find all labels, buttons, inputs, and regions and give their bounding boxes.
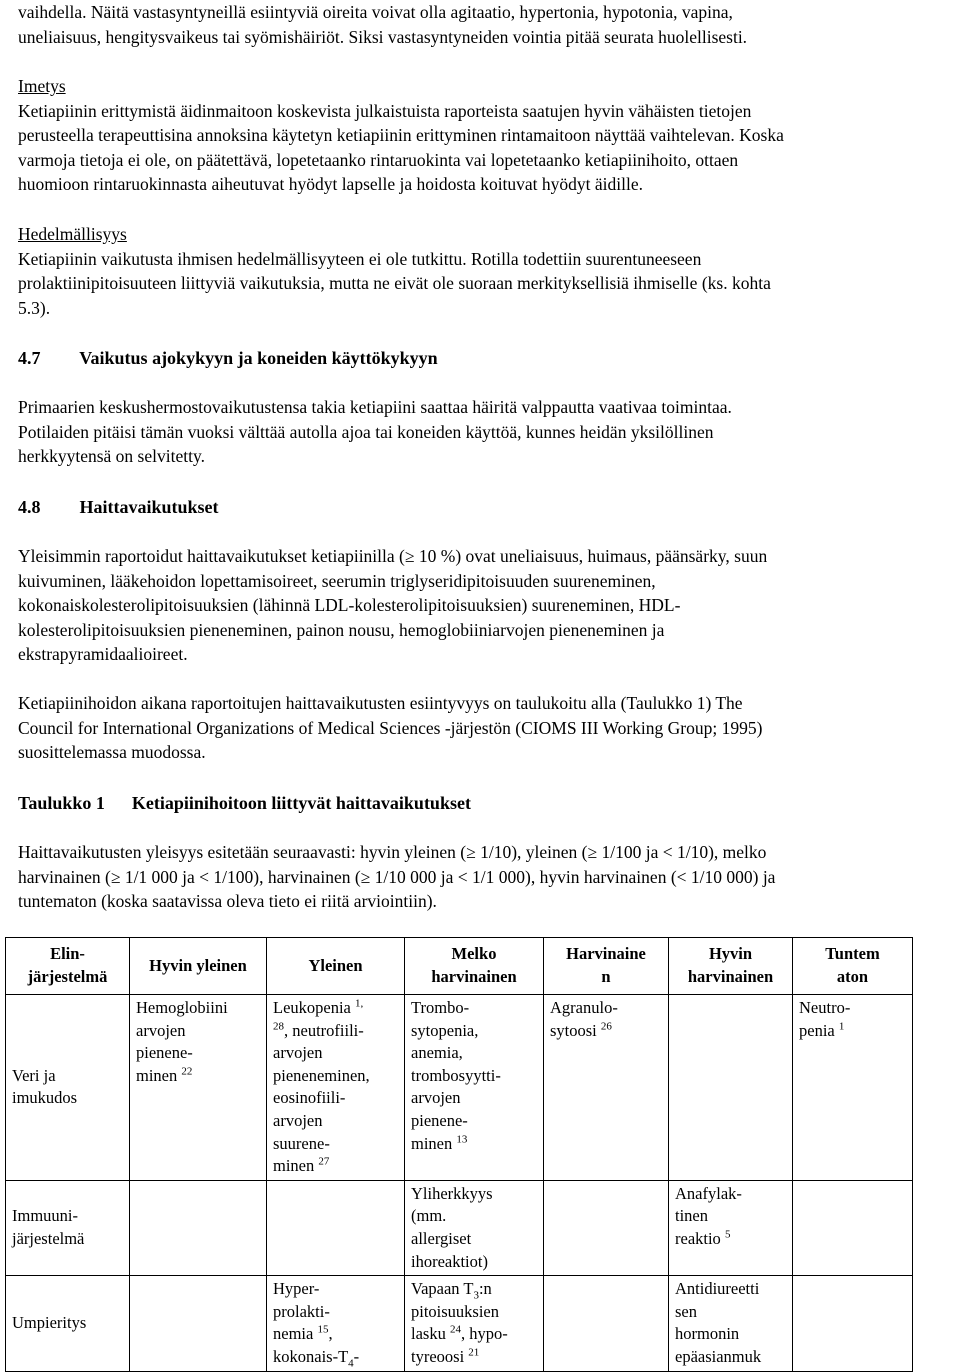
text-fragment: 1/100 ja < 1/10), melko	[601, 842, 767, 862]
section-number: 4.8	[18, 497, 41, 517]
hedelmallisyys-heading: Hedelmällisyys	[18, 224, 127, 244]
footnote-ref: 1,	[355, 997, 364, 1010]
cell-text: sytopenia,	[411, 1020, 479, 1040]
cell-text: Trombo-	[411, 998, 470, 1017]
table-header-row	[6, 938, 913, 995]
cell-text	[411, 1278, 537, 1301]
text-line: prolaktiinipitoisuuteen liittyviä vaikutuksia, mutta ne eivät ole suoraan merkityksellisiä ihmiselle (ks. kohta	[18, 273, 771, 294]
header-cell	[267, 938, 405, 995]
text-fragment: 10 %) ovat uneliaisuus, huimaus, päänsärky, suun	[418, 546, 768, 566]
text-fragment: 1/1 000 ja < 1/100), harvinainen (	[124, 866, 361, 887]
table-cell	[544, 1180, 669, 1275]
footnote-ref: 26	[600, 1020, 612, 1033]
frequency-paragraph	[18, 840, 942, 914]
footnote-ref: 5	[724, 1228, 731, 1241]
footnote-ref: 15	[317, 1323, 329, 1336]
text-line: 5.3).	[18, 297, 51, 318]
text-fragment: Yleisimmin raportoidut haittavaikutukset ketiapiinilla (	[18, 546, 405, 566]
cell-text: Harvinaine	[566, 944, 646, 964]
cell-text: Hyvin yleinen	[149, 955, 247, 975]
text-fragment: 1/10 000 ja < 1/1 000), hyvin harvinainen (< 1/10 000) ja	[374, 866, 776, 887]
cell-text: pienene-	[136, 1043, 193, 1063]
greater-equal-symbol: ≥	[404, 546, 415, 566]
adverse-effects-table	[5, 937, 913, 1372]
cell-text: Hyvin	[708, 944, 753, 964]
cell-text: Umpieritys	[12, 1313, 87, 1333]
footnote-ref: 13	[456, 1133, 468, 1146]
section-4-8-paragraph-1	[18, 544, 942, 667]
table-cell	[793, 995, 913, 1181]
cell-text: Antidiureetti	[675, 1279, 760, 1299]
text-fragment: -	[353, 1346, 360, 1366]
text-fragment: kokonais-T	[273, 1346, 349, 1366]
text-fragment: minen	[136, 1065, 178, 1085]
greater-equal-symbol: ≥	[466, 842, 476, 862]
cell-text: Neutro-	[799, 998, 851, 1017]
section-title: Vaikutus ajokykyyn ja koneiden käyttökykyyn	[79, 348, 438, 368]
table-cell	[793, 1276, 913, 1372]
hedelmallisyys-section	[18, 222, 942, 320]
table-cell	[405, 1276, 544, 1372]
section-4-8-paragraph-2	[18, 691, 942, 765]
cell-text: anemia,	[411, 1043, 463, 1063]
greater-equal-symbol: ≥	[360, 866, 371, 887]
table-cell	[130, 1276, 267, 1372]
text-line: Potilaiden pitäisi tämän vuoksi välttää autolla ajoa tai koneiden käyttöä, kunnes heidän yksilöllinen	[18, 421, 714, 442]
text-line: Ketiapiinihoidon aikana raportoitujen haittavaikutusten esiintyvyys on taulukoitu alla (Taulukko 1) The	[18, 693, 743, 713]
cell-text: trombosyytti-	[411, 1065, 501, 1085]
cell-text	[273, 1155, 398, 1178]
table-title: Ketiapiinihoitoon liittyvät haittavaikutukset	[131, 793, 471, 813]
cell-text: Tuntem	[825, 944, 880, 964]
text-line: perusteella terapeuttisina annoksina käytetyn ketiapiinin erittyminen rintamaitoon näyttää vaihtelevan. Koska	[18, 125, 784, 146]
cell-text: Anafylak-	[675, 1183, 742, 1203]
cell-text	[273, 997, 398, 1020]
table-label: Taulukko 1	[18, 793, 105, 813]
cell-text: tinen	[675, 1206, 708, 1226]
text-fragment: sytoosi	[550, 1020, 597, 1040]
cell-text: Yliherkkyys	[411, 1183, 493, 1203]
table-cell	[130, 995, 267, 1181]
cell-text: harvinainen	[687, 967, 774, 986]
cell-text: eosinofiili-	[273, 1088, 346, 1108]
text-fragment: tyreoosi	[411, 1346, 465, 1366]
section-number: 4.7	[18, 348, 41, 368]
cell-text: suurene-	[273, 1133, 330, 1153]
table-cell	[544, 995, 669, 1181]
text-fragment: reaktio	[675, 1228, 721, 1248]
cell-text: hormonin	[675, 1324, 740, 1344]
table-cell	[544, 1276, 669, 1372]
text-fragment: ,	[328, 1324, 333, 1344]
footnote-ref: 21	[468, 1346, 480, 1359]
header-cell	[669, 938, 793, 995]
table-cell	[405, 1180, 544, 1275]
table-cell	[267, 1180, 405, 1275]
cell-text: Yleinen	[308, 955, 363, 975]
cell-text: Elin-	[50, 944, 85, 964]
header-cell	[130, 938, 267, 995]
cell-text	[799, 1020, 906, 1043]
table-cell	[405, 995, 544, 1181]
cell-text: pitoisuuksien	[411, 1301, 500, 1321]
subscript: 3	[473, 1289, 479, 1302]
cell-text: arvojen	[411, 1088, 461, 1108]
text-line	[18, 865, 942, 890]
text-line: Ketiapiinin erittymistä äidinmaitoon koskevista julkaistuista raporteista saatujen hyvin vähäisten tietojen	[18, 100, 752, 121]
footnote-ref: 22	[181, 1065, 193, 1078]
text-line	[18, 544, 942, 569]
text-fragment: nemia	[273, 1324, 314, 1344]
imetys-heading: Imetys	[18, 76, 66, 96]
subscript: 4	[348, 1357, 354, 1370]
text-fragment: minen	[273, 1156, 315, 1176]
footnote-ref: 24	[449, 1323, 461, 1336]
text-line: ekstrapyramidaalioireet.	[18, 644, 188, 665]
table-cell	[669, 995, 793, 1181]
table-row	[6, 1276, 913, 1372]
text-line: Council for International Organizations of Medical Sciences -järjestön (CIOMS III Working Group; 1995)	[18, 717, 763, 738]
text-line: herkkyytensä on selvitetty.	[18, 446, 205, 467]
table-cell	[267, 1276, 405, 1372]
text-fragment: harvinainen (	[18, 866, 111, 887]
cell-text: Melko	[451, 944, 497, 964]
cell-text: Immuuni-	[12, 1206, 78, 1226]
cell-text: ihoreaktiot)	[411, 1251, 488, 1271]
cell-text: epäasianmuk	[675, 1346, 762, 1366]
header-cell	[544, 938, 669, 995]
cell-text: Agranulo-	[550, 998, 618, 1017]
cell-text: imukudos	[12, 1088, 78, 1108]
text-fragment: minen	[411, 1133, 453, 1153]
organ-system-cell	[6, 1180, 130, 1275]
cell-text: Veri ja	[12, 1065, 56, 1085]
header-cell	[793, 938, 913, 995]
cell-text: arvojen	[136, 1020, 186, 1040]
organ-system-cell	[6, 995, 130, 1181]
cell-text: arvojen	[273, 1110, 323, 1130]
organ-system-cell	[6, 1276, 130, 1372]
footnote-ref: 27	[318, 1155, 330, 1168]
text-fragment: penia	[799, 1020, 835, 1040]
cell-text: n	[601, 967, 611, 986]
text-fragment: Haittavaikutusten yleisyys esitetään seuraavasti: hyvin yleinen (	[18, 842, 467, 862]
footnote-ref: 28	[273, 1020, 284, 1033]
text-fragment: Leukopenia	[273, 998, 351, 1017]
table-cell	[267, 995, 405, 1181]
cell-text	[550, 1020, 662, 1043]
header-cell	[6, 938, 130, 995]
text-line: kolesterolipitoisuuksien pieneneminen, painon nousu, hemoglobiiniarvojen pieneneminen ja	[18, 619, 665, 640]
text-line: suosittelemassa muodossa.	[18, 742, 206, 763]
cell-text: järjestelmä	[27, 967, 108, 986]
cell-text: aton	[836, 967, 869, 986]
cell-text	[273, 1323, 398, 1346]
footnote-ref: 1	[838, 1020, 845, 1033]
text-line	[18, 840, 942, 865]
cell-text	[273, 1346, 398, 1369]
table-row	[6, 995, 913, 1181]
text-line: kuivuminen, lääkehoidon lopettamisoireet, seerumin triglyseridipitoisuuden suureneminen,	[18, 570, 656, 591]
cell-text: Hyper-	[273, 1279, 320, 1299]
header-cell	[405, 938, 544, 995]
text-line: Primaarien keskushermostovaikutustensa takia ketiapiini saattaa häiritä valppautta vaativaa toimintaa.	[18, 397, 732, 417]
text-line: Ketiapiinin vaikutusta ihmisen hedelmällisyyteen ei ole tutkittu. Rotilla todettiin suurentuneeseen	[18, 248, 702, 269]
table-caption	[18, 791, 471, 816]
text-fragment: :n	[478, 1279, 492, 1299]
text-line: kokonaiskolesterolipitoisuuksien (lähinnä LDL-kolesterolipitoisuuksien) suureneminen, HDL-	[18, 595, 681, 616]
table-row	[6, 1180, 913, 1275]
cell-text: harvinainen	[431, 967, 517, 986]
cell-text: arvojen	[273, 1043, 323, 1063]
table-cell	[793, 1180, 913, 1275]
cell-text: Hemoglobiini	[136, 998, 228, 1017]
text-line: huomioon rintaruokinnasta aiheutuvat hyödyt lapselle ja hoidosta koituvat hyödyt äidille.	[18, 174, 644, 195]
cell-text	[136, 1065, 260, 1088]
text-line: varmoja tietoja ei ole, on päätettävä, lopetetaanko rintaruokinta vai lopetetaanko ketiapiinihoito, ottaen	[18, 149, 739, 170]
text-line: tuntematon (koska saatavissa oleva tieto ei riitä arviointiin).	[18, 891, 437, 912]
cell-text: järjestelmä	[12, 1228, 85, 1248]
cell-text: (mm.	[411, 1206, 447, 1226]
cell-text	[675, 1228, 786, 1251]
section-4-7-body	[18, 395, 942, 469]
cell-text: sen	[675, 1301, 697, 1321]
section-title: Haittavaikutukset	[79, 497, 219, 517]
cell-text: allergiset	[411, 1228, 472, 1248]
text-fragment: , hypo-	[460, 1324, 508, 1344]
section-4-8-heading	[18, 495, 219, 520]
greater-equal-symbol: ≥	[587, 842, 598, 862]
text-line: vaihdella. Näitä vastasyntyneillä esiintyviä oireita voivat olla agitaatio, hypertonia, hypotonia, vapina,	[18, 2, 733, 22]
intro-paragraph	[18, 0, 942, 49]
table-cell	[130, 1180, 267, 1275]
cell-text: prolakti-	[273, 1301, 330, 1321]
table-cell	[669, 1276, 793, 1372]
cell-text	[411, 1133, 537, 1156]
cell-text: pienene-	[411, 1110, 468, 1130]
text-fragment: 1/10), yleinen (	[480, 842, 588, 862]
text-line: uneliaisuus, hengitysvaikeus tai syömishäiriöt. Siksi vastasyntyneiden vointia pitää seurata huolellisesti.	[18, 26, 748, 47]
section-4-7-heading	[18, 346, 438, 371]
cell-text	[273, 1020, 398, 1043]
imetys-section	[18, 74, 942, 197]
table-cell	[669, 1180, 793, 1275]
text-fragment: Vapaan T	[411, 1279, 474, 1299]
greater-equal-symbol: ≥	[110, 866, 121, 887]
cell-text: pieneneminen,	[273, 1065, 370, 1085]
cell-text	[411, 1323, 537, 1346]
text-fragment: , neutrofiili-	[284, 1020, 364, 1040]
cell-text	[411, 1346, 537, 1369]
text-fragment: lasku	[411, 1324, 446, 1344]
